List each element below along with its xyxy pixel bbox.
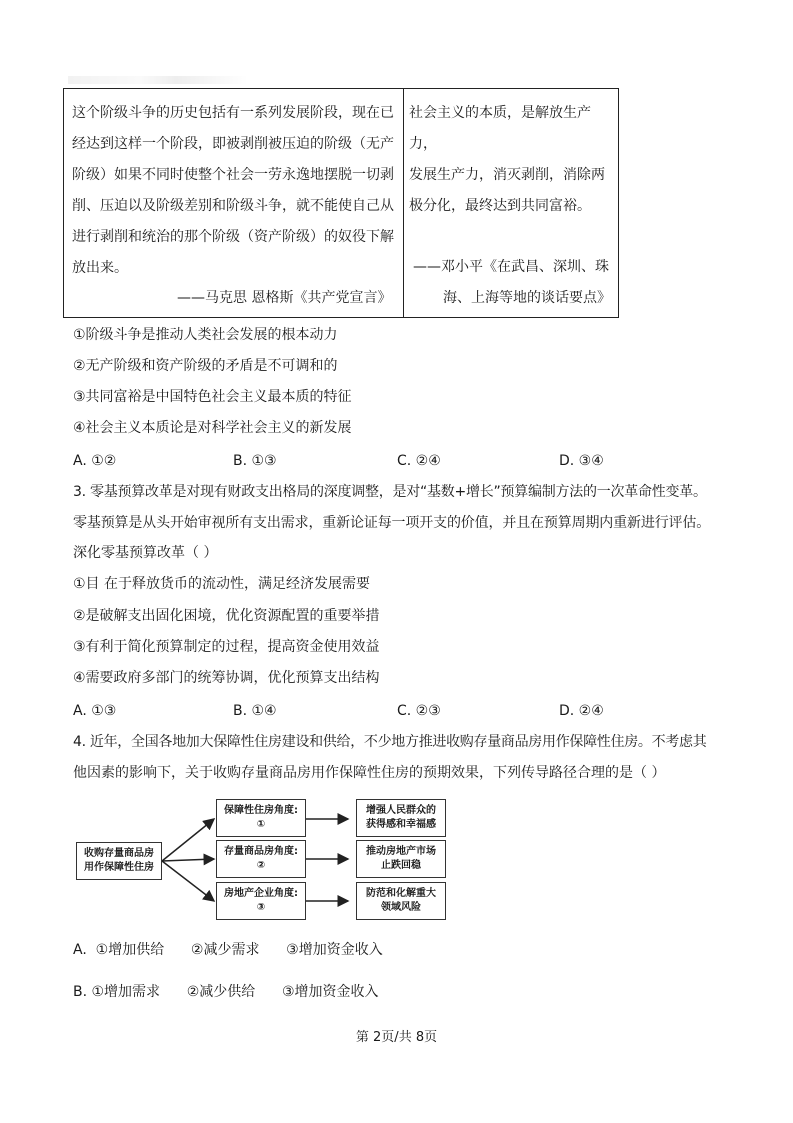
stock-angle-box — [216, 840, 306, 878]
q4-option-b[interactable]: B. ①增加需求 ②减少供给 ③增加资金收入 — [73, 984, 379, 1000]
housing-angle-box — [216, 799, 306, 837]
q4-stem: 4. 近年，全国各地加大保障性住房建设和供给，不少地方推进收购存量商品房用作保障性住房。不考虑其 — [73, 734, 707, 750]
developer-angle-box — [216, 882, 306, 920]
q2-option-c[interactable]: C. ②④ — [397, 453, 441, 469]
table-divider — [403, 89, 404, 317]
q2-option-d[interactable]: D. ③④ — [559, 453, 604, 469]
result-box-2 — [356, 840, 446, 878]
quote-table — [63, 88, 619, 318]
quote-line: 进行剥削和统治的那个阶级（资产阶级）的奴役下解 — [72, 229, 394, 245]
q3-option-b[interactable]: B. ①④ — [233, 703, 277, 719]
q3-option-d[interactable]: D. ②④ — [559, 703, 604, 719]
q3-stem: 3. 零基预算改革是对现有财政支出格局的深度调整，是对“基数+增长”预算编制方法的一次革命性变革。 — [73, 484, 707, 500]
quote-line: 阶级）如果不同时使整个社会一劳永逸地摆脱一切剥 — [72, 167, 394, 183]
source-line: 用作保障性住房 — [84, 862, 154, 873]
q2-statement: ②无产阶级和资产阶级的矛盾是不可调和的 — [73, 358, 338, 374]
deng-source-line1: ——邓小平《在武昌、深圳、珠 — [413, 259, 609, 275]
quote-line: 极分化，最终达到共同富裕。 — [409, 198, 591, 214]
result-box-3 — [356, 882, 446, 920]
arrow-to-stock — [162, 859, 214, 861]
marx-source: ——马克思 恩格斯《共产党宣言》 — [177, 290, 392, 306]
q2-option-b[interactable]: B. ①③ — [233, 453, 277, 469]
q4-option-a[interactable]: A. ①增加供给 ②减少需求 ③增加资金收入 — [73, 942, 383, 958]
result-line: 止跌回稳 — [381, 860, 421, 871]
q2-statement: ③共同富裕是中国特色社会主义最本质的特征 — [73, 389, 352, 405]
q3-statement: ②是破解支出固化困境，优化资源配置的重要举措 — [73, 608, 380, 624]
marx-quote — [72, 98, 397, 284]
arrow-to-housing — [162, 819, 214, 861]
result-line: 领域风险 — [381, 902, 421, 913]
q2-option-a[interactable]: A. ①② — [73, 453, 117, 469]
q3-stem: 零基预算是从头开始审视所有支出需求，重新论证每一项开支的价值，并且在预算周期内重新进行评估。 — [73, 515, 711, 531]
q3-statement: ③有利于简化预算制定的过程，提高资金使用效益 — [73, 639, 380, 655]
q3-option-c[interactable]: C. ②③ — [397, 703, 441, 719]
deng-source-line2: 海、上海等地的谈话要点》 — [443, 290, 611, 306]
quote-line: 经达到这样一个阶段，即被剥削被压迫的阶级（无产 — [72, 136, 394, 152]
scan-artifact — [68, 76, 248, 84]
result-line: 推动房地产市场 — [366, 846, 436, 857]
blank-mark: ① — [256, 819, 266, 830]
source-line: 收购存量商品房 — [84, 848, 154, 859]
page-footer: 第 2页/共 8页 — [355, 1030, 438, 1045]
q3-statement: ①目 在于释放货币的流动性，满足经济发展需要 — [73, 576, 370, 592]
transmission-diagram — [76, 797, 456, 925]
q2-statement: ①阶级斗争是推动人类社会发展的根本动力 — [73, 327, 338, 343]
arrow-to-developer — [162, 861, 214, 901]
deng-quote — [409, 98, 614, 222]
q4-stem: 他因素的影响下，关于收购存量商品房用作保障性住房的预期效果，下列传导路径合理的是（ ） — [73, 765, 666, 781]
q3-stem: 深化零基预算改革（ ） — [73, 545, 218, 561]
quote-line: 社会主义的本质，是解放生产力， — [409, 105, 591, 152]
quote-line: 这个阶级斗争的历史包括有一系列发展阶段，现在已 — [72, 105, 394, 121]
q3-statement: ④需要政府多部门的统筹协调，优化预算支出结构 — [73, 670, 380, 686]
result-line: 防范和化解重大 — [366, 888, 436, 899]
result-line: 增强人民群众的 — [366, 805, 436, 816]
box-title: 房地产企业角度: — [224, 888, 298, 899]
q3-option-a[interactable]: A. ①③ — [73, 703, 117, 719]
source-box — [76, 842, 162, 880]
quote-line: 发展生产力，消灭剥削，消除两 — [409, 167, 605, 183]
box-title: 保障性住房角度: — [224, 805, 298, 816]
blank-mark: ③ — [256, 902, 266, 913]
quote-line: 削、压迫以及阶级差别和阶级斗争，就不能使自己从 — [72, 198, 394, 214]
result-box-1 — [356, 799, 446, 837]
quote-line: 放出来。 — [72, 260, 128, 276]
box-title: 存量商品房角度: — [224, 846, 298, 857]
q2-statement: ④社会主义本质论是对科学社会主义的新发展 — [73, 420, 352, 436]
result-line: 获得感和幸福感 — [366, 819, 436, 830]
blank-mark: ② — [256, 860, 266, 871]
